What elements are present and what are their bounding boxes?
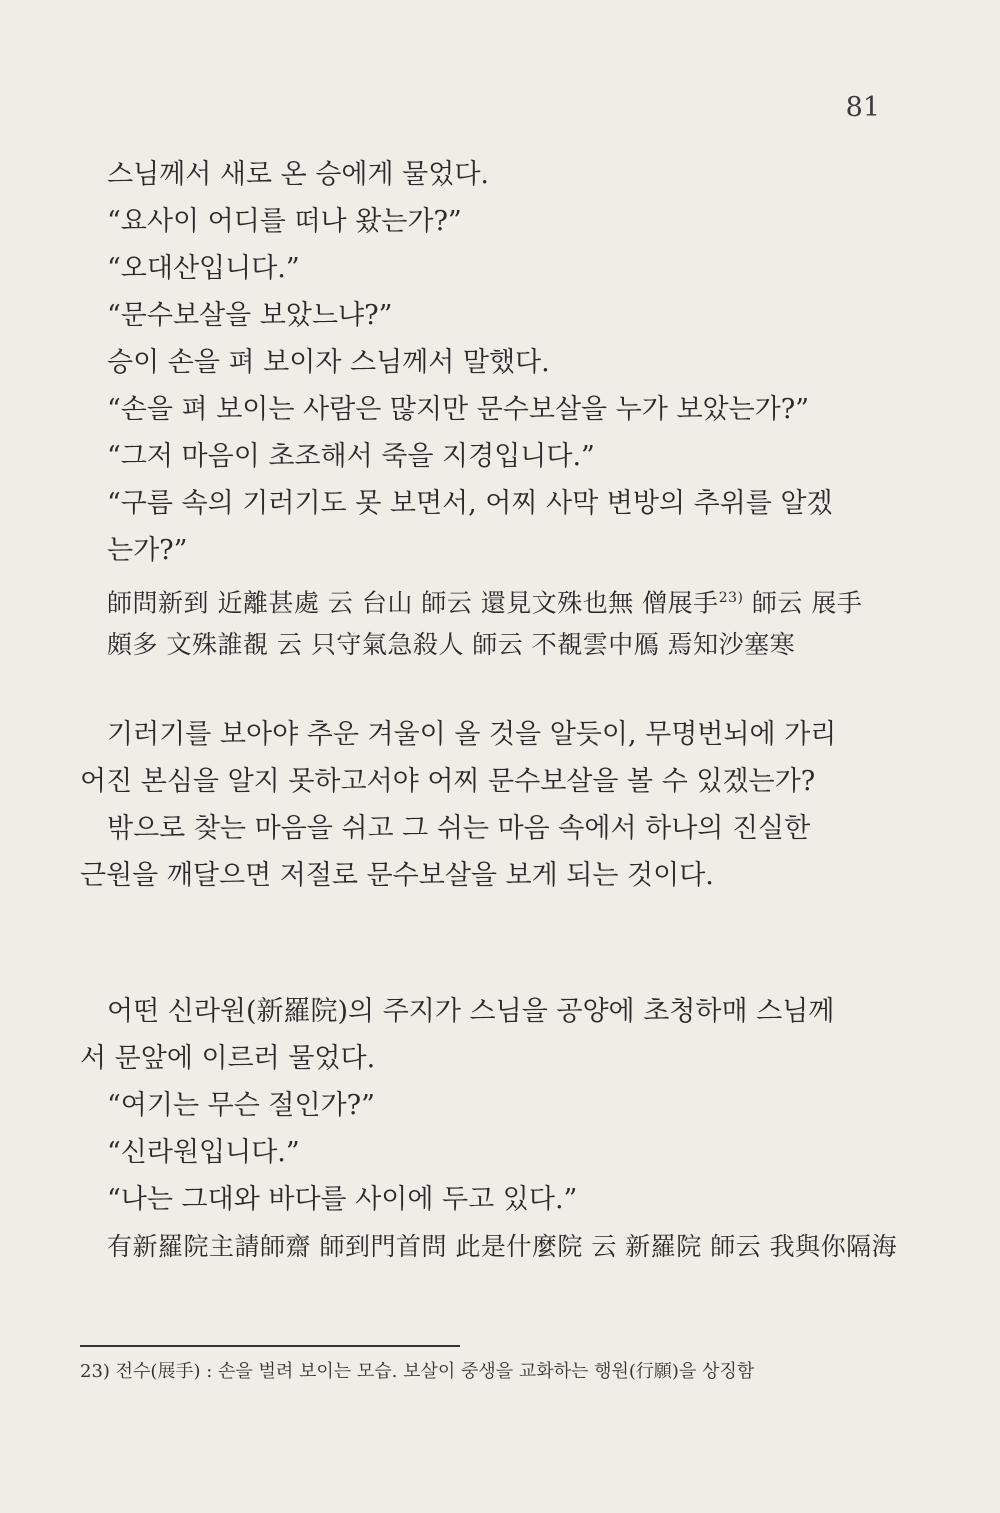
- text-line: “손을 펴 보이는 사람은 많지만 문수보살을 누가 보았는가?”: [107, 394, 810, 425]
- page-number: 81: [845, 92, 880, 123]
- text-line: 서 문앞에 이르러 물었다.: [80, 1043, 376, 1074]
- commentary-line: 기러기를 보아야 추운 겨울이 올 것을 알듯이, 무명번뇌에 가리: [107, 719, 837, 750]
- text-line: 승이 손을 펴 보이자 스님께서 말했다.: [107, 347, 550, 378]
- text-line: “오대산입니다.”: [107, 253, 300, 284]
- text-line: “문수보살을 보았느냐?”: [107, 300, 393, 331]
- commentary-line: 근원을 깨달으면 저절로 문수보살을 보게 되는 것이다.: [80, 860, 714, 891]
- text-line: “나는 그대와 바다를 사이에 두고 있다.”: [107, 1184, 578, 1215]
- hanja-line: 頗多 文殊誰覩 云 只守氣急殺人 師云 不覩雲中鴈 焉知沙塞寒: [107, 630, 796, 659]
- text-line: 스님께서 새로 온 승에게 물었다.: [107, 159, 489, 190]
- text-line: “그저 마음이 초조해서 죽을 지경입니다.”: [107, 441, 595, 472]
- footnote: 23) 전수(展手) : 손을 벌려 보이는 모습. 보살이 중생을 교화하는 행원(行願)을 상징함: [80, 1361, 755, 1382]
- text-line: “구름 속의 기러기도 못 보면서, 어찌 사막 변방의 추위를 알겠: [107, 488, 833, 519]
- hanja-line: 有新羅院主請師齋 師到門首問 此是什麼院 云 新羅院 師云 我與你隔海: [107, 1232, 898, 1261]
- footnote-ref: 23): [718, 590, 744, 606]
- text-line: “요사이 어디를 떠나 왔는가?”: [107, 206, 462, 237]
- hanja-line: 師問新到 近離甚處 云 台山 師云 還見文殊也無 僧展手$^{23)}$ 師云 展手: [107, 588, 863, 618]
- text-line: “신라원입니다.”: [107, 1137, 300, 1168]
- footnote-divider: [80, 1345, 460, 1347]
- text-line: 어떤 신라원(新羅院)의 주지가 스님을 공양에 초청하매 스님께: [107, 996, 835, 1027]
- commentary-line: 밖으로 찾는 마음을 쉬고 그 쉬는 마음 속에서 하나의 진실한: [107, 813, 811, 844]
- text-line: 는가?”: [107, 535, 188, 566]
- commentary-line: 어진 본심을 알지 못하고서야 어찌 문수보살을 볼 수 있겠는가?: [80, 766, 816, 797]
- text-line: “여기는 무슨 절인가?”: [107, 1090, 375, 1121]
